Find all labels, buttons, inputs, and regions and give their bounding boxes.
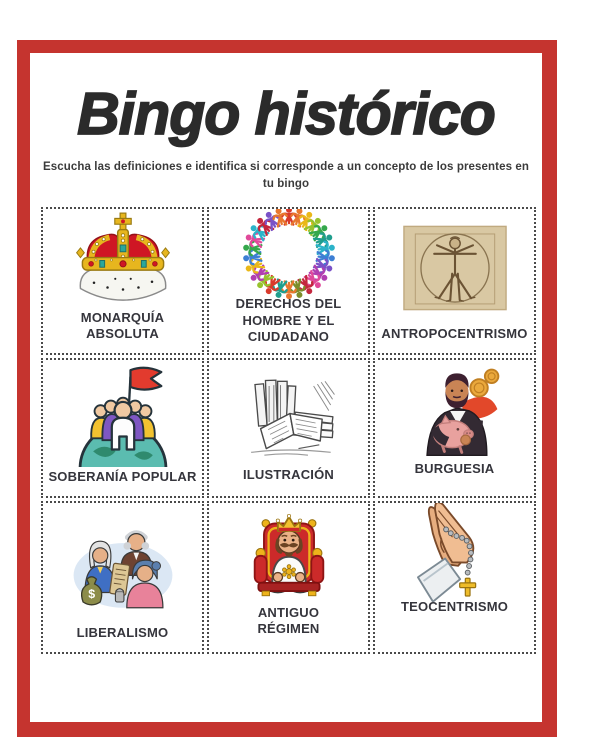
enlightenment-thinkers-icon [43,503,202,625]
cell-label: ILUSTRACIÓN [242,467,335,483]
bingo-cell-monarquia-absoluta [41,207,204,355]
people-circle-icon [209,209,368,295]
bingo-cell-ilustracion [207,358,370,498]
royal-crown-icon [43,209,202,309]
bourgeois-piggy-bank-icon [375,360,534,461]
cell-label: TEOCENTRISMO [400,599,509,615]
king-throne-icon [209,503,368,604]
bingo-cell-liberalismo [41,501,204,654]
page-title: Bingo histórico [77,81,495,147]
bingo-grid [41,207,536,654]
cell-label: DERECHOS DEL HOMBRE Y EL CIUDADANO [235,295,342,345]
praying-hands-rosary-icon [375,503,534,599]
vitruvian-man-icon [375,209,534,326]
bingo-cell-soberania-popular [41,358,204,498]
bingo-cell-antropocentrismo [373,207,536,355]
books-sketch-icon [209,360,368,467]
cell-label: LIBERALISMO [76,625,169,641]
cell-label: ANTIGUO RÉGIMEN [257,604,320,637]
cell-label: MONARQUÍA ABSOLUTA [80,309,165,342]
instructions-text: Escucha las definiciones e identifica si corresponde a un concepto de los presentes en tu bingo [43,161,529,190]
bingo-cell-derechos-hombre-ciudadano [207,207,370,355]
people-globe-flag-icon [43,360,202,469]
cell-label: ANTROPOCENTRISMO [381,326,528,342]
cell-label: SOBERANÍA POPULAR [48,469,197,485]
cell-label: BURGUESIA [414,461,495,477]
red-border-frame [17,40,557,737]
bingo-cell-teocentrismo [373,501,536,654]
svg-text:$: $ [87,587,95,602]
bingo-cell-antiguo-regimen [207,501,370,654]
bingo-cell-burguesia [373,358,536,498]
